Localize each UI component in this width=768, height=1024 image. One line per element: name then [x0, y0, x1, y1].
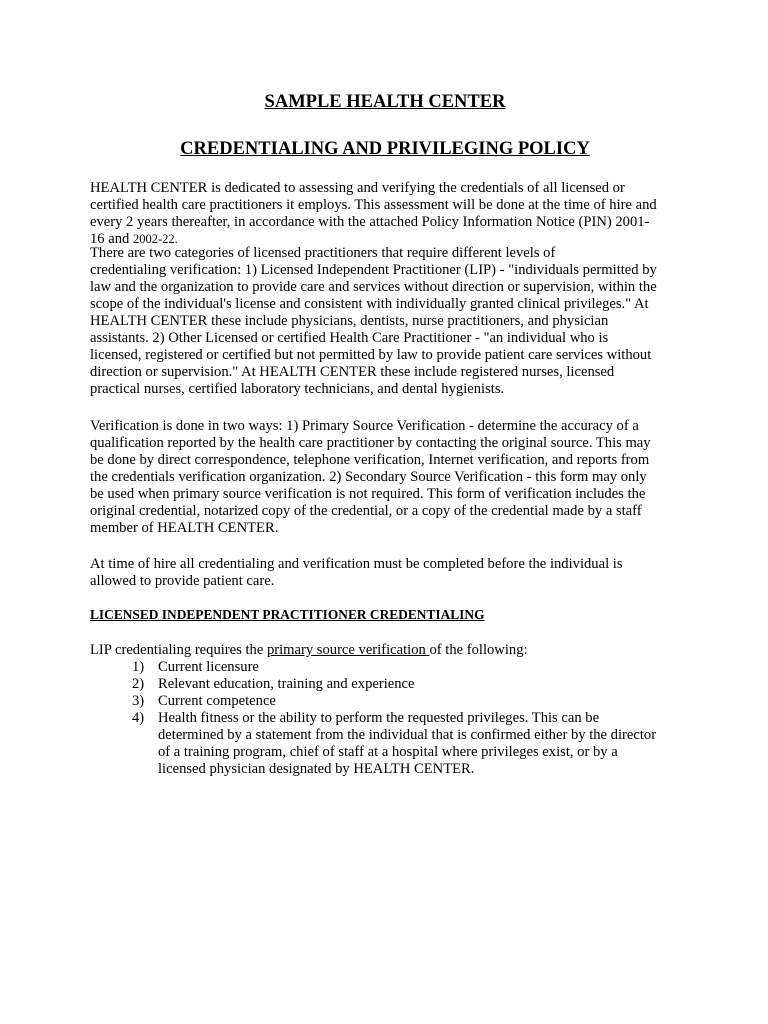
pin-number: 2002-22. [132, 232, 178, 246]
list-item-text: determined by a statement from the individual that is confirmed either by the director [158, 727, 657, 743]
list-item [132, 676, 692, 693]
text-line: HEALTH CENTER is dedicated to assessing and verifying the credentials of all licensed or [90, 180, 625, 196]
text-line: original credential, notarized copy of the credential, or a copy of the credential made by a staff [90, 503, 642, 519]
text-line: allowed to provide patient care. [90, 573, 275, 589]
text-fragment: of the following: [429, 642, 528, 658]
list-item [132, 659, 692, 676]
list-item-text: licensed physician designated by HEALTH CENTER. [158, 761, 475, 777]
list-item-number: 3) [132, 693, 145, 709]
list-item-text: Current licensure [158, 659, 259, 675]
text-line: Verification is done in two ways: 1) Primary Source Verification - determine the accuracy of a [90, 418, 639, 434]
categories-paragraph [90, 245, 690, 398]
text-line: law and the organization to provide care and services without direction or supervision, within the [90, 279, 657, 295]
list-item-number: 2) [132, 676, 145, 692]
text-line: practical nurses, certified laboratory technicians, and dental hygienists. [90, 381, 505, 397]
text-line: certified health care practitioners it employs. This assessment will be done at the time of hire and [90, 197, 657, 213]
text-line: credentialing verification: 1) Licensed Independent Practitioner (LIP) - "individuals permitted by [90, 262, 657, 278]
text-line: direction or supervision." At HEALTH CENTER these include registered nurses, licensed [90, 364, 615, 380]
list-item [132, 693, 692, 710]
text-line: every 2 years thereafter, in accordance with the attached Policy Information Notice (PIN) 2001- [90, 214, 650, 230]
text-line: qualification reported by the health care practitioner by contacting the original source. This may [90, 435, 651, 451]
text-line: There are two categories of licensed practitioners that require different levels of [90, 245, 556, 261]
text-line: At time of hire all credentialing and verification must be completed before the individual is [90, 556, 623, 572]
text-line: assistants. 2) Other Licensed or certified Health Care Practitioner - "an individual who is [90, 330, 609, 346]
text-line: licensed, registered or certified but not permitted by law to provide patient care services without [90, 347, 652, 363]
document-subtitle: CREDENTIALING AND PRIVILEGING POLICY [180, 139, 590, 159]
list-item-number: 1) [132, 659, 145, 675]
lip-intro [90, 642, 690, 659]
list-item [132, 710, 692, 778]
text-line: be used when primary source verification is not required. This form of verification includes the [90, 486, 646, 502]
text-line [90, 642, 690, 659]
document-title: SAMPLE HEALTH CENTER [264, 92, 506, 112]
list-item-text: Health fitness or the ability to perform the requested privileges. This can be [158, 710, 600, 726]
text-line: scope of the individual's license and consistent with individually granted clinical privileges." At [90, 296, 649, 312]
text-line: HEALTH CENTER these include physicians, dentists, nurse practitioners, and physician [90, 313, 609, 329]
hire-paragraph [90, 556, 690, 590]
list-item-text: Relevant education, training and experience [158, 676, 415, 692]
text-fragment: LIP credentialing requires the [90, 642, 267, 658]
verification-paragraph [90, 418, 690, 537]
intro-paragraph [90, 180, 690, 248]
text-line: be done by direct correspondence, telephone verification, Internet verification, and reports from [90, 452, 650, 468]
document-page [90, 0, 690, 1024]
list-item-text: Current competence [158, 693, 276, 709]
list-item-text: of a training program, chief of staff at a hospital where privileges exist, or by a [158, 744, 618, 760]
lip-requirements-list [132, 659, 692, 778]
primary-source-verification-phrase: primary source verification [266, 642, 430, 658]
text-line: member of HEALTH CENTER. [90, 520, 279, 536]
text-line: the credentials verification organization. 2) Secondary Source Verification - this form may only [90, 469, 647, 485]
list-item-number: 4) [132, 710, 145, 726]
section-heading-lip: LICENSED INDEPENDENT PRACTITIONER CREDENTIALING [90, 607, 485, 622]
text-fragment: 16 and [90, 231, 133, 247]
